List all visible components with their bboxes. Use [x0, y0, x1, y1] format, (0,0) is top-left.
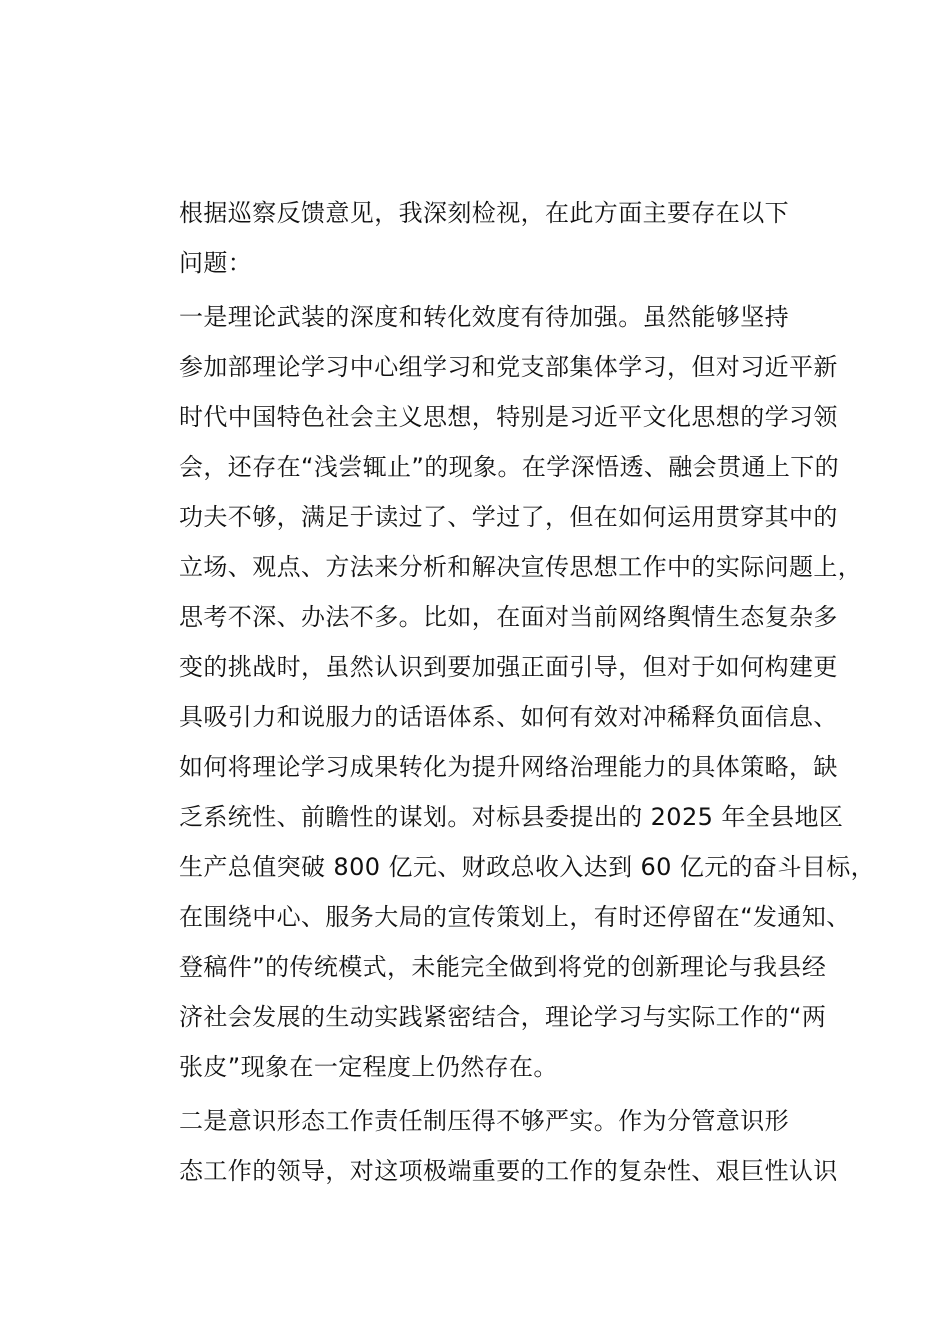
text-line: 时代中国特色社会主义思想，特别是习近平文化思想的学习领 — [179, 403, 838, 431]
text-line: 思考不深、办法不多。比如，在面对当前网络舆情生态复杂多 — [179, 603, 838, 631]
paragraph-issue-one — [127, 292, 876, 1092]
text-line: 根据巡察反馈意见，我深刻检视，在此方面主要存在以下 — [179, 199, 789, 227]
text-line: 张皮”现象在一定程度上仍然存在。 — [179, 1053, 558, 1081]
text-line: 在围绕中心、服务大局的宣传策划上，有时还停留在“发通知、 — [179, 903, 851, 931]
text-line: 乏系统性、前瞻性的谋划。对标县委提出的 2025 年全县地区 — [179, 803, 844, 831]
text-line: 参加部理论学习中心组学习和党支部集体学习，但对习近平新 — [179, 353, 838, 381]
text-line: 功夫不够，满足于读过了、学过了，但在如何运用贯穿其中的 — [179, 503, 838, 531]
paragraph-issue-two — [127, 1096, 855, 1196]
text-line: 生产总值突破 800 亿元、财政总收入达到 60 亿元的奋斗目标， — [179, 853, 876, 881]
document-body — [127, 188, 876, 1200]
paragraph-intro — [127, 188, 855, 288]
text-line: 态工作的领导，对这项极端重要的工作的复杂性、艰巨性认识 — [179, 1157, 838, 1185]
text-line: 一是理论武装的深度和转化效度有待加强。虽然能够坚持 — [179, 303, 789, 331]
text-line: 变的挑战时，虽然认识到要加强正面引导，但对于如何构建更 — [179, 653, 838, 681]
text-line: 济社会发展的生动实践紧密结合，理论学习与实际工作的“两 — [179, 1003, 827, 1031]
text-line: 会，还存在“浅尝辄止”的现象。在学深悟透、融会贯通上下的 — [179, 453, 840, 481]
text-line: 登稿件”的传统模式，未能完全做到将党的创新理论与我县经 — [179, 953, 827, 981]
text-line: 二是意识形态工作责任制压得不够严实。作为分管意识形 — [179, 1107, 789, 1135]
text-line: 具吸引力和说服力的话语体系、如何有效对冲稀释负面信息、 — [179, 703, 838, 731]
text-line: 立场、观点、方法来分析和解决宣传思想工作中的实际问题上， — [179, 553, 863, 581]
text-line: 如何将理论学习成果转化为提升网络治理能力的具体策略，缺 — [179, 753, 838, 781]
text-line: 问题： — [179, 249, 253, 277]
